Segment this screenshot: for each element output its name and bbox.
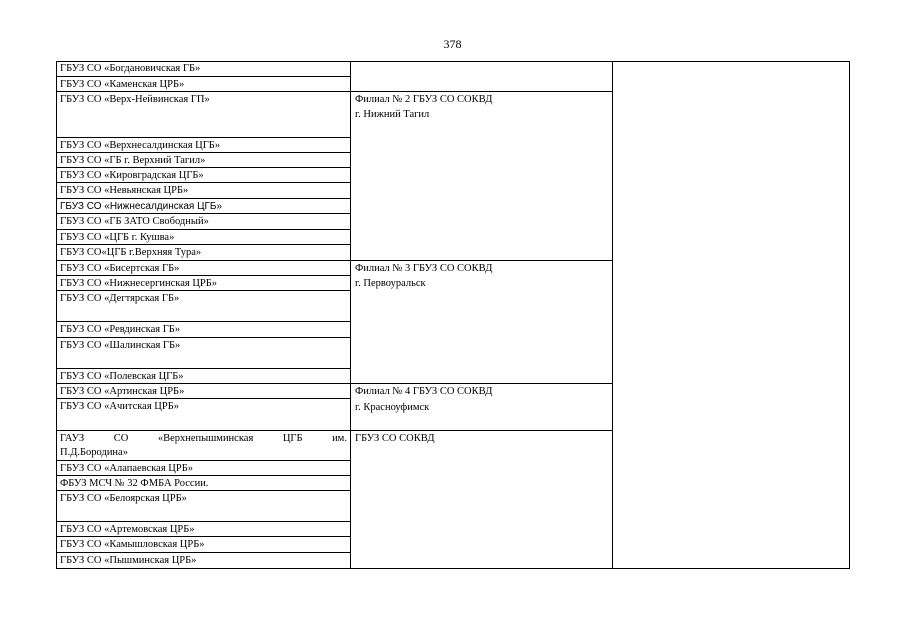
table-row bbox=[56, 368, 350, 384]
institution-name: ГБУЗ СО «ЦГБ г. Кушва» bbox=[60, 232, 175, 243]
word: СО bbox=[113, 433, 129, 444]
table-row bbox=[56, 383, 350, 399]
institution-name: ГБУЗ СО «Пышминская ЦРБ» bbox=[60, 555, 197, 566]
table-row bbox=[56, 61, 350, 77]
word: им. bbox=[332, 433, 347, 444]
table-row bbox=[56, 430, 350, 463]
institution-name: П.Д.Бородина» bbox=[60, 447, 128, 458]
table-row bbox=[56, 290, 350, 322]
institution-name: ГБУЗ СО «Каменская ЦРБ» bbox=[60, 79, 185, 90]
word: «Верхнепышминская bbox=[157, 433, 254, 444]
branch-name: Филиал № 2 ГБУЗ СО СОКВД bbox=[355, 94, 493, 105]
table-row bbox=[56, 460, 350, 476]
document-table bbox=[56, 61, 850, 569]
column-divider-2 bbox=[612, 61, 613, 569]
table-row bbox=[56, 137, 350, 153]
page-number: 378 bbox=[443, 37, 462, 51]
institution-name: ФБУЗ МСЧ № 32 ФМБА России. bbox=[60, 478, 209, 489]
table-row bbox=[56, 198, 350, 214]
table-row bbox=[56, 321, 350, 338]
institution-name: ГБУЗ СО «Кировградская ЦГБ» bbox=[60, 170, 204, 181]
institution-name: ГБУЗ СО «Белоярская ЦРБ» bbox=[60, 493, 187, 504]
institution-name: ГБУЗ СО «Верхнесалдинская ЦГБ» bbox=[60, 140, 221, 151]
table-row bbox=[56, 337, 350, 369]
institution-name: ГБУЗ СО «Дегтярская ГБ» bbox=[60, 293, 180, 304]
table-row bbox=[56, 490, 350, 522]
table-row bbox=[56, 244, 350, 261]
branch-city: г. Первоуральск bbox=[355, 278, 426, 289]
institution-name: ГБУЗ СО «ГБ г. Верхний Тагил» bbox=[60, 155, 206, 166]
branch-city: г. Нижний Тагил bbox=[355, 109, 430, 120]
institution-name: ГБУЗ СО «Верх-Нейвинская ГП» bbox=[60, 94, 210, 105]
table-row bbox=[56, 182, 350, 199]
table-row bbox=[56, 475, 350, 491]
table-row bbox=[56, 91, 350, 138]
institution-name: ГБУЗ СО «Нижнесергинская ЦРБ» bbox=[60, 278, 218, 289]
institution-name: ГБУЗ СО «Невьянская ЦРБ» bbox=[60, 185, 189, 196]
table-row bbox=[56, 275, 350, 291]
institution-name: ГБУЗ СО «Ревдинская ГБ» bbox=[60, 324, 181, 335]
table-row bbox=[56, 76, 350, 92]
table-row bbox=[56, 398, 350, 431]
table-row bbox=[56, 213, 350, 230]
institution-name: ГБУЗ СО «Артемовская ЦРБ» bbox=[60, 524, 195, 535]
branch-name: ГБУЗ СО СОКВД bbox=[355, 433, 435, 444]
institution-name: ГБУЗ СО «Нижнесалдинская ЦГБ» bbox=[60, 201, 223, 212]
branch-name: Филиал № 4 ГБУЗ СО СОКВД bbox=[355, 386, 493, 397]
word: ЦГБ bbox=[282, 433, 303, 444]
institution-name: ГБУЗ СО «Алапаевская ЦРБ» bbox=[60, 463, 193, 474]
branch-city: г. Красноуфимск bbox=[355, 402, 430, 413]
institution-name: ГБУЗ СО «ГБ ЗАТО Свободный» bbox=[60, 216, 209, 227]
table-row bbox=[56, 229, 350, 245]
institution-name: ГБУЗ СО «Шалинская ГБ» bbox=[60, 340, 181, 351]
institution-name: ГБУЗ СО «Ачитская ЦРБ» bbox=[60, 401, 179, 412]
table-row bbox=[56, 521, 350, 537]
institution-name: ГБУЗ СО «Камышловская ЦРБ» bbox=[60, 539, 205, 550]
table-row bbox=[56, 536, 350, 552]
table-row bbox=[56, 260, 350, 276]
institution-name: ГБУЗ СО «Артинская ЦРБ» bbox=[60, 386, 185, 397]
column-divider-1 bbox=[350, 61, 351, 569]
wrapped-line bbox=[60, 432, 347, 445]
word: ГАУЗ bbox=[60, 433, 85, 444]
institution-name: ГБУЗ СО «Полевская ЦГБ» bbox=[60, 371, 184, 382]
branch-name: Филиал № 3 ГБУЗ СО СОКВД bbox=[355, 263, 493, 274]
table-row bbox=[56, 152, 350, 168]
table-row bbox=[56, 167, 350, 183]
institution-name: ГБУЗ СО«ЦГБ г.Верхняя Тура» bbox=[60, 247, 202, 258]
institution-name: ГБУЗ СО «Богдановичская ГБ» bbox=[60, 63, 201, 74]
table-row bbox=[56, 552, 350, 569]
institution-name: ГБУЗ СО «Бисертская ГБ» bbox=[60, 263, 180, 274]
